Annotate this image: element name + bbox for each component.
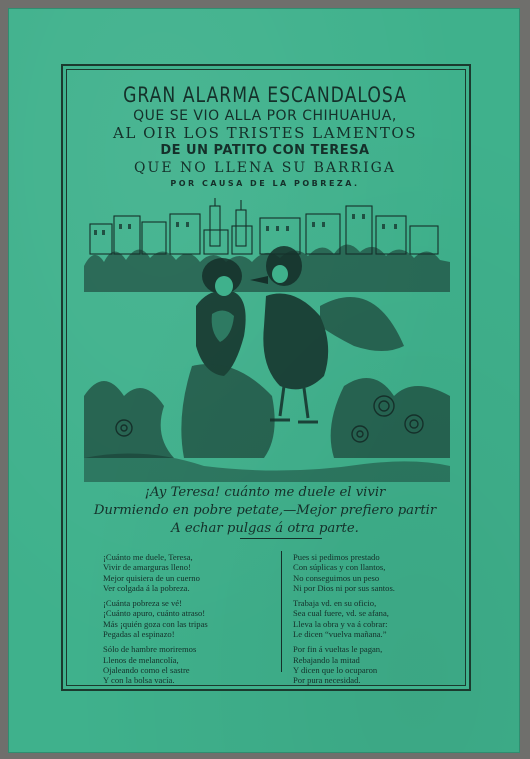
verse-line: No conseguimos un peso	[293, 572, 380, 583]
verse-line: Por pura necesidad.	[293, 675, 361, 686]
couplet-line-3: A echar pulgas á otra parte.	[171, 521, 359, 536]
verse-line: Y con la bolsa vacía.	[103, 675, 175, 686]
verse-line: ¡Cuánta pobreza se vé!	[103, 598, 182, 609]
subtitle-line-6: POR CAUSA DE LA POBREZA.	[170, 179, 360, 188]
couplet-line-1: ¡Ay Teresa! cuánto me duele el vivir	[144, 485, 386, 500]
column-rule	[281, 551, 282, 672]
verse-line: Vivir de amarguras lleno!	[103, 562, 191, 573]
section-divider	[240, 538, 322, 539]
verse-line: Pegadas al espinazo!	[103, 629, 175, 640]
verse-line: Pues si pedimos prestado	[293, 552, 380, 562]
verses-right-column	[293, 552, 395, 686]
subtitle-line-3: AL OIR LOS TRISTES LAMENTOS	[113, 124, 417, 142]
verse-line: Ojaleando como el sastre	[103, 664, 190, 675]
verse-line: ¡Cuánto me duele, Teresa,	[103, 552, 193, 562]
verse-line: Con súplicas y con llantos,	[293, 562, 386, 573]
verses-left-column	[103, 552, 208, 686]
verse-line: Por fin á vueltas le pagan,	[293, 644, 383, 655]
verse-line: ¡Cuánto apuro, cuánto atraso!	[103, 608, 206, 619]
verse-line: Ni por Dios ni por sus santos.	[293, 582, 395, 593]
engraving-illustration	[84, 196, 450, 482]
verse-line: Le dicen “vuelva mañana.”	[293, 629, 387, 640]
subtitle-line-2: QUE SE VIO ALLA POR CHIHUAHUA,	[133, 108, 397, 124]
verse-line: Rebajando la mitad	[293, 654, 360, 665]
headline: GRAN ALARMA ESCANDALOSA	[123, 83, 407, 107]
verse-line: Sólo de hambre moriremos	[103, 644, 197, 655]
verse-line: Mejor quisiera de un cuerno	[103, 572, 200, 583]
couplet-line-2: Durmiendo en pobre petate,—Mejor prefiero partir	[93, 503, 437, 518]
verse-line: Más ¡quién goza con las tripas	[103, 618, 208, 629]
verse-line: Ver colgada á la pobreza.	[103, 582, 190, 593]
verse-line: Y dicen que lo ocuparon	[293, 664, 378, 675]
verse-line: Trabaja vd. en su oficio,	[293, 598, 377, 609]
couplet	[0, 484, 530, 538]
verse-line: Lleva la obra y va á cobrar:	[293, 618, 388, 629]
verse-line: Sea cual fuere, vd. se afana,	[293, 608, 389, 619]
subtitle-line-5: QUE NO LLENA SU BARRIGA	[134, 160, 396, 176]
subtitle-line-4: DE UN PATITO CON TERESA	[160, 143, 370, 158]
verse-line: Llenos de melancolía,	[103, 654, 179, 665]
